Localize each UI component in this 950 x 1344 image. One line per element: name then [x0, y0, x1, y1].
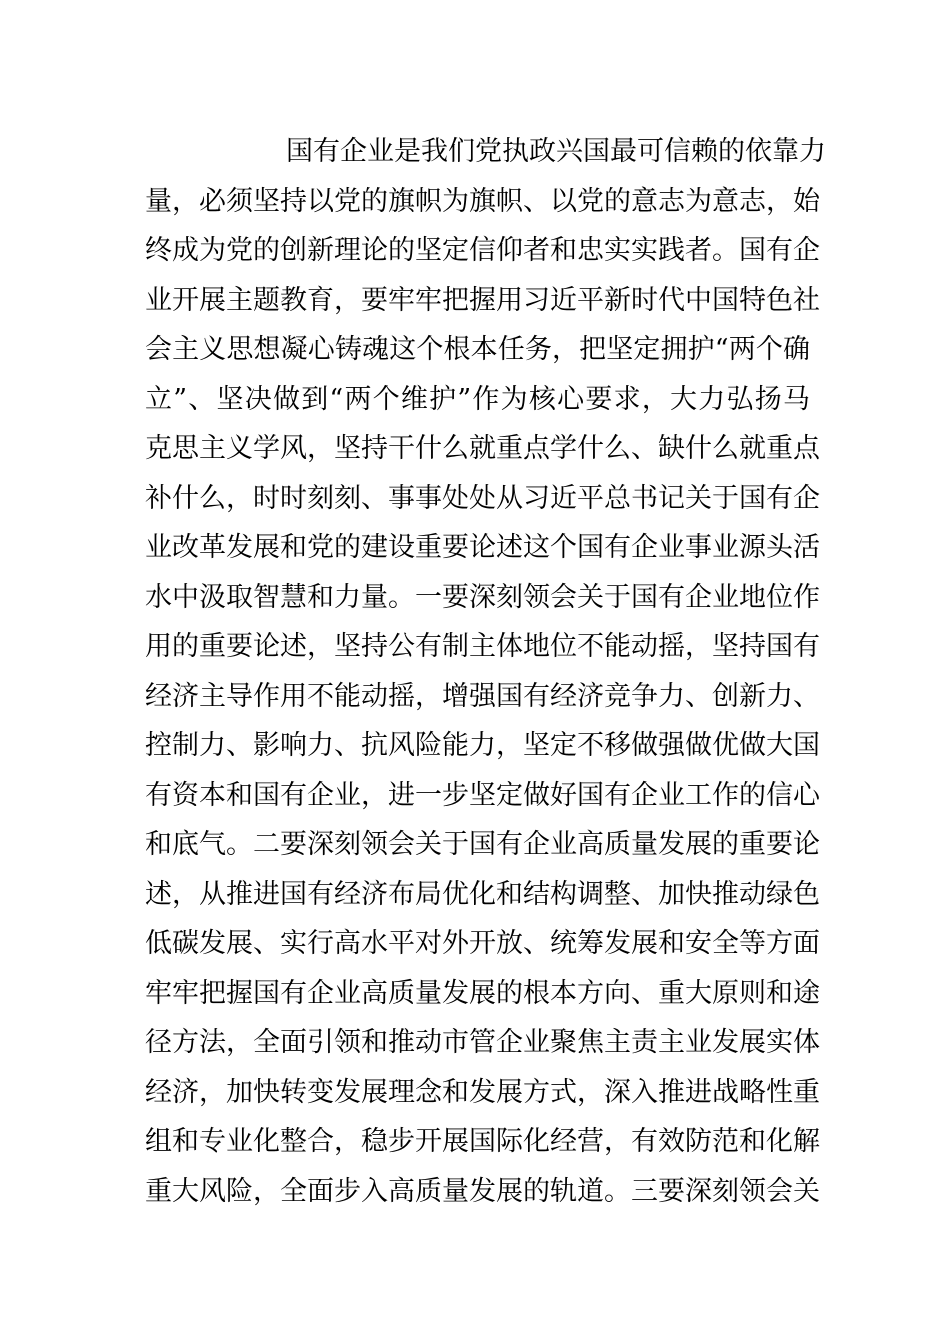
text-line: 低碳发展、实行高水平对外开放、统筹发展和安全等方面: [145, 928, 820, 959]
text-line: 控制力、影响力、抗风险能力，坚定不移做强做优做大国: [145, 730, 820, 761]
body-paragraph: [145, 127, 826, 1216]
text-line: 径方法，全面引领和推动市管企业聚焦主责主业发展实体: [145, 1027, 820, 1058]
text-line: 补什么，时时刻刻、事事处处从习近平总书记关于国有企: [145, 482, 820, 514]
text-line: 重大风险，全面步入高质量发展的轨道。三要深刻领会关: [145, 1175, 820, 1207]
text-line: 用的重要论述，坚持公有制主体地位不能动摇，坚持国有: [145, 631, 820, 662]
text-line: 克思主义学风，坚持干什么就重点学什么、缺什么就重点: [145, 433, 820, 464]
text-line: 终成为党的创新理论的坚定信仰者和忠实实践者。国有企: [145, 235, 820, 266]
text-line: 组和专业化整合，稳步开展国际化经营，有效防范和化解: [145, 1126, 820, 1157]
text-line: 国有企业是我们党执政兴国最可信赖的依靠力: [286, 136, 826, 167]
text-line: 量，必须坚持以党的旗帜为旗帜、以党的意志为意志，始: [145, 185, 820, 217]
text-line: 业改革发展和党的建设重要论述这个国有企业事业源头活: [145, 532, 820, 563]
text-line: 业开展主题教育，要牢牢把握用习近平新时代中国特色社: [145, 284, 820, 316]
text-line: 经济，加快转变发展理念和发展方式，深入推进战略性重: [145, 1076, 820, 1108]
text-line: 会主义思想凝心铸魂这个根本任务，把坚定拥护“两个确: [145, 334, 810, 365]
text-line: 经济主导作用不能动摇，增强国有经济竞争力、创新力、: [145, 680, 820, 712]
text-line: 水中汲取智慧和力量。一要深刻领会关于国有企业地位作: [145, 581, 820, 613]
text-line: 和底气。二要深刻领会关于国有企业高质量发展的重要论: [145, 829, 820, 860]
text-line: 有资本和国有企业，进一步坚定做好国有企业工作的信心: [145, 779, 820, 811]
text-line: 述，从推进国有经济布局优化和结构调整、加快推动绿色: [145, 878, 820, 910]
text-line: 立”、坚决做到“两个维护”作为核心要求，大力弘扬马: [145, 383, 810, 415]
text-line: 牢牢把握国有企业高质量发展的根本方向、重大原则和途: [145, 977, 820, 1009]
